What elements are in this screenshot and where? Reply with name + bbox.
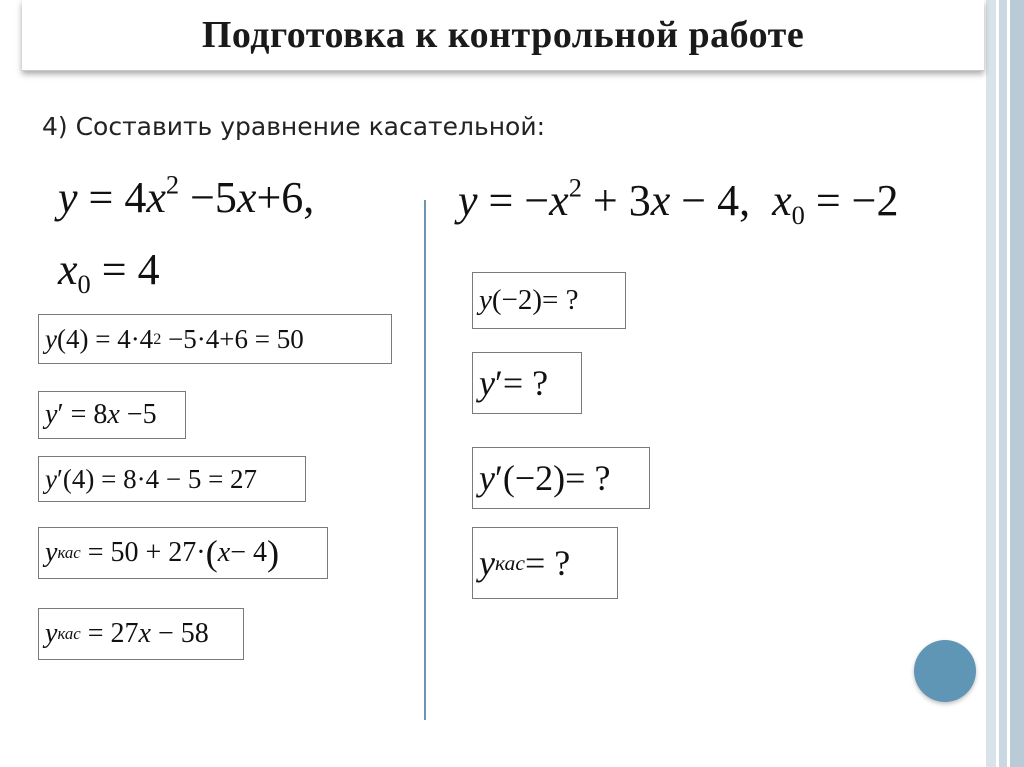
task-text: 4) Составить уравнение касательной: — [42, 112, 546, 141]
decor-stripe — [986, 0, 996, 767]
question-box: y ′(−2) = ? — [472, 447, 650, 509]
right-function: $y = -x^2 + 3x - 4$, $x_0 = -2$ — [458, 172, 899, 231]
decor-stripe — [1010, 0, 1024, 767]
decor-stripe — [999, 0, 1007, 767]
decor-circle — [914, 640, 976, 702]
step-box: y кас = 50 + 27· ( x − 4 ) — [38, 527, 328, 579]
step-box: y ′(4) = 8·4 − 5 = 27 — [38, 456, 306, 502]
left-x0: $x_0 = 4$ — [58, 245, 160, 300]
column-divider — [424, 200, 426, 720]
title-banner — [22, 0, 984, 71]
question-box: y ′ = ? — [472, 352, 582, 414]
step-box: y (4) = 4·4 2 −5·4+6 = 50 — [38, 314, 392, 364]
left-function: $y = 4x^2 -5x+6$, — [58, 169, 315, 222]
page-title: Подготовка к контрольной работе — [201, 14, 805, 56]
question-box: y кас = ? — [472, 527, 618, 599]
step-box: y ′ = 8 x −5 — [38, 391, 186, 439]
question-box: y (−2) = ? — [472, 272, 626, 329]
step-box: y кас = 27 x − 58 — [38, 608, 244, 660]
